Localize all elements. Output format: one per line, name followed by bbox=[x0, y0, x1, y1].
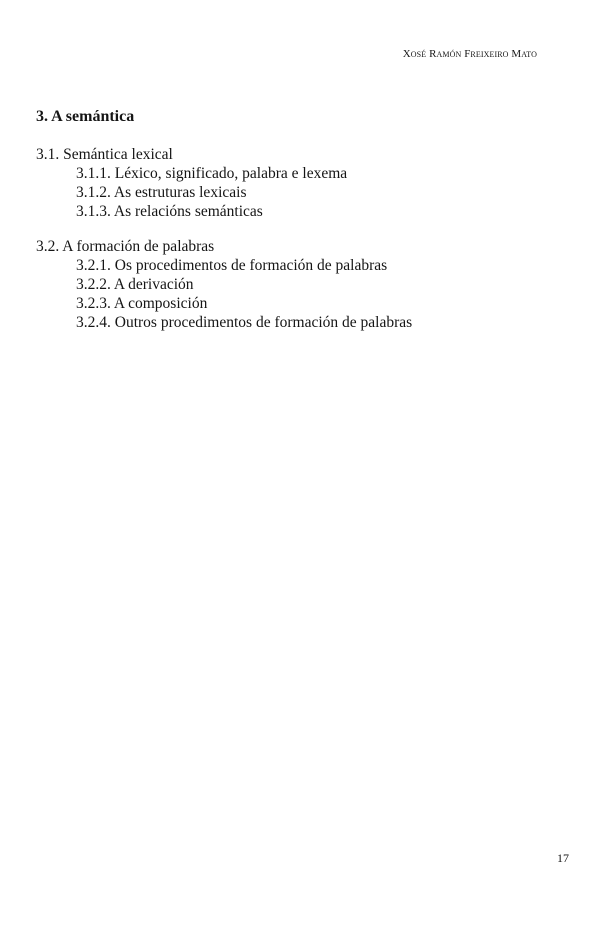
section-heading: 3. A semántica bbox=[36, 108, 135, 125]
toc-entry-3-2-1: 3.2.1. Os procedimentos de formación de palabras bbox=[76, 257, 388, 274]
toc-entry-3-2-4: 3.2.4. Outros procedimentos de formación de palabras bbox=[76, 314, 413, 331]
toc-section-3-2 bbox=[36, 237, 412, 332]
toc-entry-3-2-3: 3.2.3. A composición bbox=[76, 295, 208, 312]
toc-entry-3-2: 3.2. A formación de palabras bbox=[36, 238, 215, 255]
page-number: 17 bbox=[557, 851, 569, 865]
toc-entry-3-2-2: 3.2.2. A derivación bbox=[76, 276, 194, 293]
running-header: Xosé Ramón Freixeiro Mato bbox=[402, 48, 537, 60]
toc-entry-3-1-2: 3.1.2. As estruturas lexicais bbox=[76, 184, 247, 201]
toc-entry-3-1: 3.1. Semántica lexical bbox=[36, 146, 173, 163]
toc-entry-3-1-1: 3.1.1. Léxico, significado, palabra e lexema bbox=[76, 165, 348, 182]
toc-section-3-1 bbox=[36, 145, 347, 221]
toc-entry-3-1-3: 3.1.3. As relacións semánticas bbox=[76, 203, 263, 220]
